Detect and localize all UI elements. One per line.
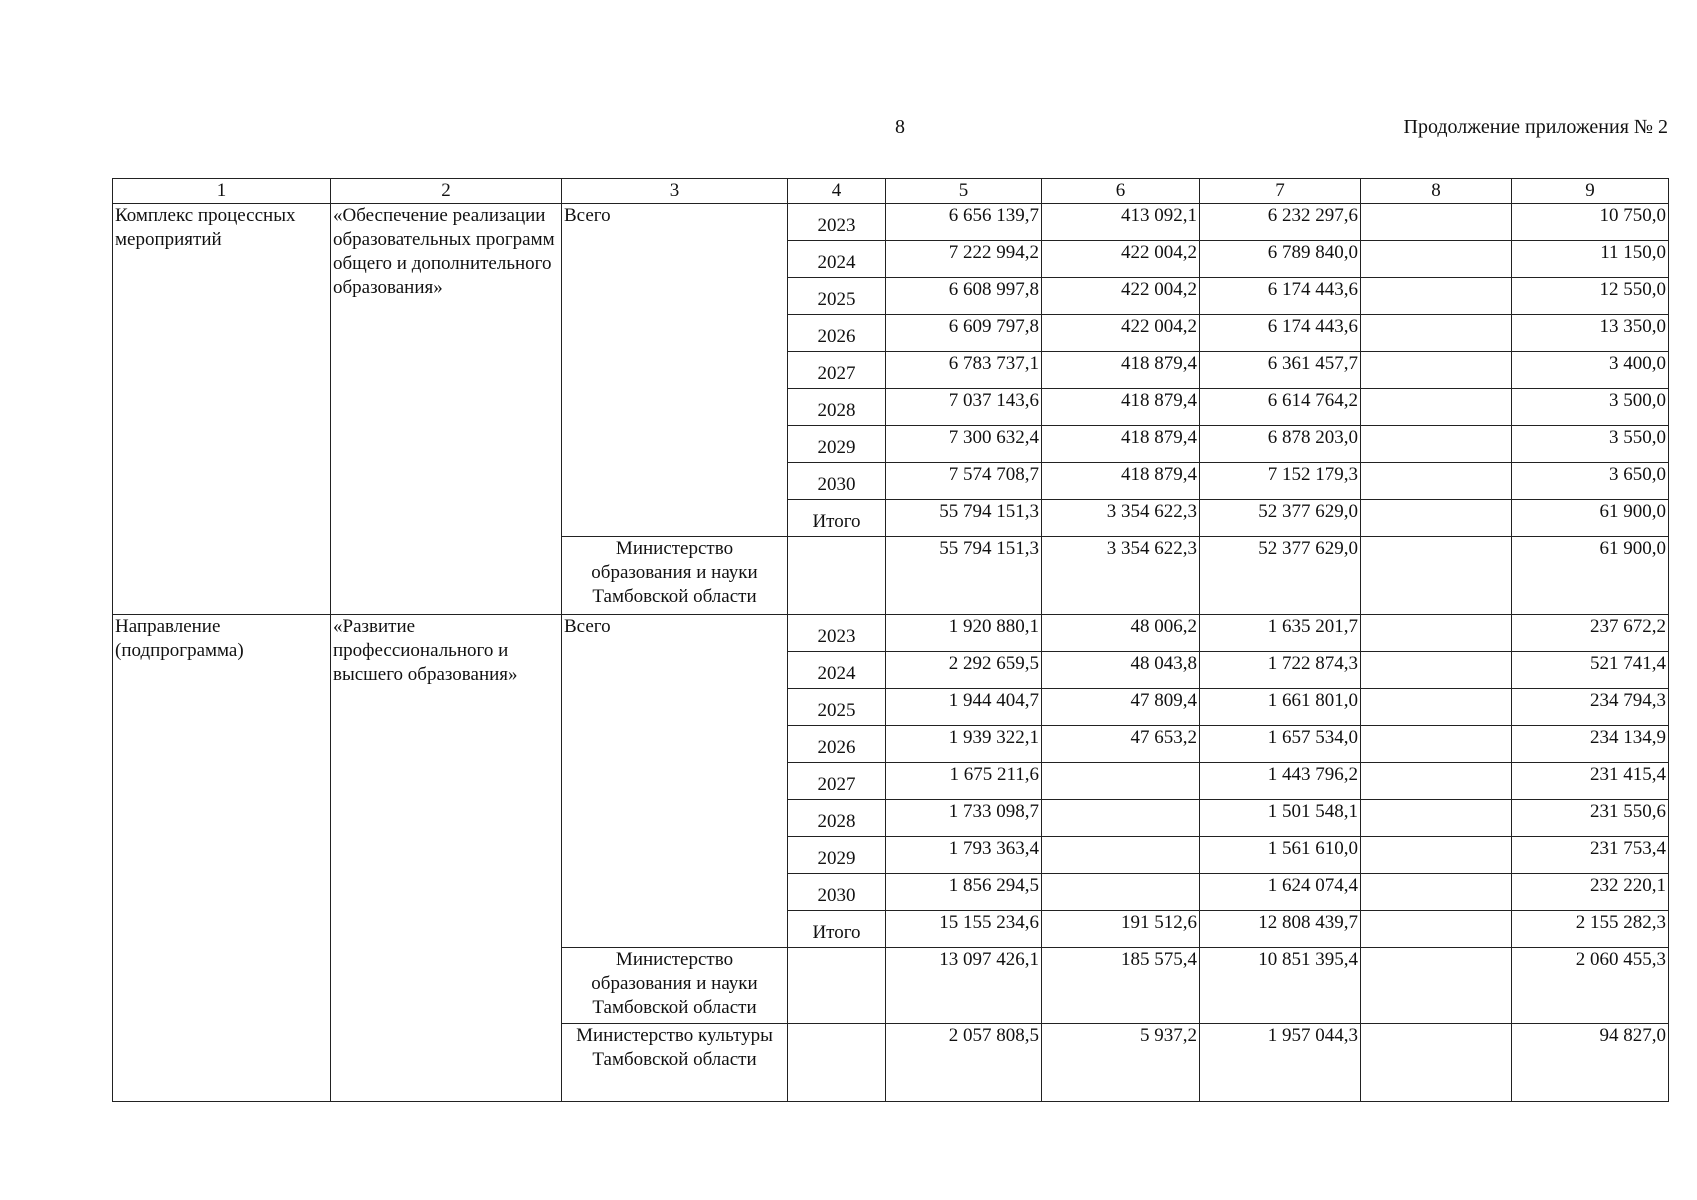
value-cell-c5: 7 222 994,2 — [886, 241, 1042, 278]
column-header-5: 5 — [886, 179, 1042, 204]
budget-table — [112, 178, 1669, 1102]
value-cell-c6: 418 879,4 — [1042, 463, 1200, 500]
value-cell-c5: 1 793 363,4 — [886, 837, 1042, 874]
executor-c4 — [788, 537, 886, 615]
value-cell-c9: 2 155 282,3 — [1512, 911, 1669, 948]
value-cell-c8 — [1361, 463, 1512, 500]
executor-value-c5: 2 057 808,5 — [886, 1024, 1042, 1102]
executor-name: Министерство образования и науки Тамбовской области — [562, 537, 788, 615]
section-type: Направление (подпрограмма) — [113, 615, 331, 1102]
column-header-row — [113, 179, 1669, 204]
executor-value-c9: 61 900,0 — [1512, 537, 1669, 615]
year-cell: 2028 — [788, 389, 886, 426]
year-cell: 2023 — [788, 615, 886, 652]
value-cell-c5: 1 856 294,5 — [886, 874, 1042, 911]
executor-value-c6: 5 937,2 — [1042, 1024, 1200, 1102]
value-cell-c9: 234 134,9 — [1512, 726, 1669, 763]
value-cell-c8 — [1361, 389, 1512, 426]
executor-name: Министерство культуры Тамбовской области — [562, 1024, 788, 1102]
value-cell-c5: 6 608 997,8 — [886, 278, 1042, 315]
value-cell-c7: 1 501 548,1 — [1200, 800, 1361, 837]
value-cell-c5: 6 609 797,8 — [886, 315, 1042, 352]
value-cell-c7: 6 361 457,7 — [1200, 352, 1361, 389]
year-cell: 2027 — [788, 763, 886, 800]
value-cell-c5: 1 939 322,1 — [886, 726, 1042, 763]
column-header-2: 2 — [331, 179, 562, 204]
total-label: Всего — [562, 204, 788, 537]
value-cell-c6 — [1042, 874, 1200, 911]
value-cell-c5: 1 944 404,7 — [886, 689, 1042, 726]
table-row — [113, 204, 1669, 241]
executor-c4 — [788, 948, 886, 1024]
value-cell-c8 — [1361, 800, 1512, 837]
year-cell: 2026 — [788, 726, 886, 763]
value-cell-c9: 231 753,4 — [1512, 837, 1669, 874]
value-cell-c7: 12 808 439,7 — [1200, 911, 1361, 948]
year-cell: 2028 — [788, 800, 886, 837]
column-header-4: 4 — [788, 179, 886, 204]
value-cell-c5: 7 037 143,6 — [886, 389, 1042, 426]
value-cell-c9: 3 400,0 — [1512, 352, 1669, 389]
value-cell-c6: 418 879,4 — [1042, 389, 1200, 426]
value-cell-c5: 2 292 659,5 — [886, 652, 1042, 689]
value-cell-c8 — [1361, 689, 1512, 726]
year-cell: 2030 — [788, 463, 886, 500]
value-cell-c7: 1 561 610,0 — [1200, 837, 1361, 874]
value-cell-c7: 1 635 201,7 — [1200, 615, 1361, 652]
value-cell-c7: 6 174 443,6 — [1200, 278, 1361, 315]
value-cell-c9: 234 794,3 — [1512, 689, 1669, 726]
value-cell-c9: 13 350,0 — [1512, 315, 1669, 352]
executor-value-c8 — [1361, 1024, 1512, 1102]
value-cell-c7: 7 152 179,3 — [1200, 463, 1361, 500]
value-cell-c9: 237 672,2 — [1512, 615, 1669, 652]
executor-value-c5: 55 794 151,3 — [886, 537, 1042, 615]
executor-value-c7: 10 851 395,4 — [1200, 948, 1361, 1024]
page-number: 8 — [895, 116, 905, 138]
value-cell-c8 — [1361, 278, 1512, 315]
year-cell: 2024 — [788, 652, 886, 689]
column-header-9: 9 — [1512, 179, 1669, 204]
value-cell-c9: 3 650,0 — [1512, 463, 1669, 500]
value-cell-c8 — [1361, 911, 1512, 948]
value-cell-c9: 10 750,0 — [1512, 204, 1669, 241]
year-cell: 2029 — [788, 837, 886, 874]
value-cell-c8 — [1361, 726, 1512, 763]
value-cell-c6: 418 879,4 — [1042, 426, 1200, 463]
value-cell-c8 — [1361, 241, 1512, 278]
value-cell-c9: 61 900,0 — [1512, 500, 1669, 537]
value-cell-c7: 1 661 801,0 — [1200, 689, 1361, 726]
column-header-3: 3 — [562, 179, 788, 204]
value-cell-c5: 7 574 708,7 — [886, 463, 1042, 500]
value-cell-c5: 1 733 098,7 — [886, 800, 1042, 837]
value-cell-c7: 1 624 074,4 — [1200, 874, 1361, 911]
section-type: Комплекс процессных мероприятий — [113, 204, 331, 615]
value-cell-c9: 11 150,0 — [1512, 241, 1669, 278]
value-cell-c8 — [1361, 352, 1512, 389]
column-header-7: 7 — [1200, 179, 1361, 204]
value-cell-c7: 6 789 840,0 — [1200, 241, 1361, 278]
value-cell-c6: 422 004,2 — [1042, 315, 1200, 352]
value-cell-c7: 6 232 297,6 — [1200, 204, 1361, 241]
value-cell-c5: 55 794 151,3 — [886, 500, 1042, 537]
executor-value-c8 — [1361, 948, 1512, 1024]
value-cell-c9: 521 741,4 — [1512, 652, 1669, 689]
column-header-8: 8 — [1361, 179, 1512, 204]
value-cell-c9: 3 500,0 — [1512, 389, 1669, 426]
executor-value-c7: 52 377 629,0 — [1200, 537, 1361, 615]
executor-value-c9: 2 060 455,3 — [1512, 948, 1669, 1024]
executor-value-c9: 94 827,0 — [1512, 1024, 1669, 1102]
value-cell-c8 — [1361, 837, 1512, 874]
appendix-title: Продолжение приложения № 2 — [1403, 116, 1668, 138]
value-cell-c6: 413 092,1 — [1042, 204, 1200, 241]
section-name: «Обеспечение реализации образовательных программ общего и дополнительного образования» — [331, 204, 562, 615]
year-cell: 2026 — [788, 315, 886, 352]
value-cell-c8 — [1361, 500, 1512, 537]
value-cell-c6: 191 512,6 — [1042, 911, 1200, 948]
total-label: Всего — [562, 615, 788, 948]
executor-value-c6: 185 575,4 — [1042, 948, 1200, 1024]
value-cell-c6: 418 879,4 — [1042, 352, 1200, 389]
year-cell: 2025 — [788, 689, 886, 726]
value-cell-c5: 6 783 737,1 — [886, 352, 1042, 389]
year-cell: Итого — [788, 500, 886, 537]
value-cell-c8 — [1361, 652, 1512, 689]
value-cell-c7: 6 614 764,2 — [1200, 389, 1361, 426]
value-cell-c5: 7 300 632,4 — [886, 426, 1042, 463]
executor-value-c7: 1 957 044,3 — [1200, 1024, 1361, 1102]
value-cell-c5: 1 920 880,1 — [886, 615, 1042, 652]
value-cell-c9: 231 550,6 — [1512, 800, 1669, 837]
value-cell-c7: 1 657 534,0 — [1200, 726, 1361, 763]
value-cell-c8 — [1361, 204, 1512, 241]
year-cell: Итого — [788, 911, 886, 948]
value-cell-c6: 422 004,2 — [1042, 241, 1200, 278]
value-cell-c9: 232 220,1 — [1512, 874, 1669, 911]
value-cell-c9: 3 550,0 — [1512, 426, 1669, 463]
section-name: «Развитие профессионального и высшего образования» — [331, 615, 562, 1102]
value-cell-c7: 6 174 443,6 — [1200, 315, 1361, 352]
value-cell-c8 — [1361, 315, 1512, 352]
value-cell-c6 — [1042, 763, 1200, 800]
value-cell-c6: 422 004,2 — [1042, 278, 1200, 315]
year-cell: 2024 — [788, 241, 886, 278]
value-cell-c5: 6 656 139,7 — [886, 204, 1042, 241]
executor-c4 — [788, 1024, 886, 1102]
value-cell-c9: 231 415,4 — [1512, 763, 1669, 800]
value-cell-c8 — [1361, 615, 1512, 652]
value-cell-c7: 52 377 629,0 — [1200, 500, 1361, 537]
year-cell: 2023 — [788, 204, 886, 241]
executor-name: Министерство образования и науки Тамбовской области — [562, 948, 788, 1024]
value-cell-c6 — [1042, 837, 1200, 874]
value-cell-c6: 48 043,8 — [1042, 652, 1200, 689]
value-cell-c7: 1 443 796,2 — [1200, 763, 1361, 800]
year-cell: 2027 — [788, 352, 886, 389]
value-cell-c6: 3 354 622,3 — [1042, 500, 1200, 537]
year-cell: 2030 — [788, 874, 886, 911]
executor-value-c6: 3 354 622,3 — [1042, 537, 1200, 615]
executor-value-c8 — [1361, 537, 1512, 615]
year-cell: 2025 — [788, 278, 886, 315]
executor-value-c5: 13 097 426,1 — [886, 948, 1042, 1024]
value-cell-c8 — [1361, 426, 1512, 463]
value-cell-c5: 15 155 234,6 — [886, 911, 1042, 948]
year-cell: 2029 — [788, 426, 886, 463]
value-cell-c6: 47 653,2 — [1042, 726, 1200, 763]
value-cell-c6 — [1042, 800, 1200, 837]
value-cell-c9: 12 550,0 — [1512, 278, 1669, 315]
value-cell-c7: 6 878 203,0 — [1200, 426, 1361, 463]
value-cell-c6: 47 809,4 — [1042, 689, 1200, 726]
table-body — [113, 179, 1669, 1102]
value-cell-c8 — [1361, 763, 1512, 800]
column-header-1: 1 — [113, 179, 331, 204]
value-cell-c6: 48 006,2 — [1042, 615, 1200, 652]
value-cell-c8 — [1361, 874, 1512, 911]
value-cell-c5: 1 675 211,6 — [886, 763, 1042, 800]
value-cell-c7: 1 722 874,3 — [1200, 652, 1361, 689]
table-row — [113, 615, 1669, 652]
column-header-6: 6 — [1042, 179, 1200, 204]
